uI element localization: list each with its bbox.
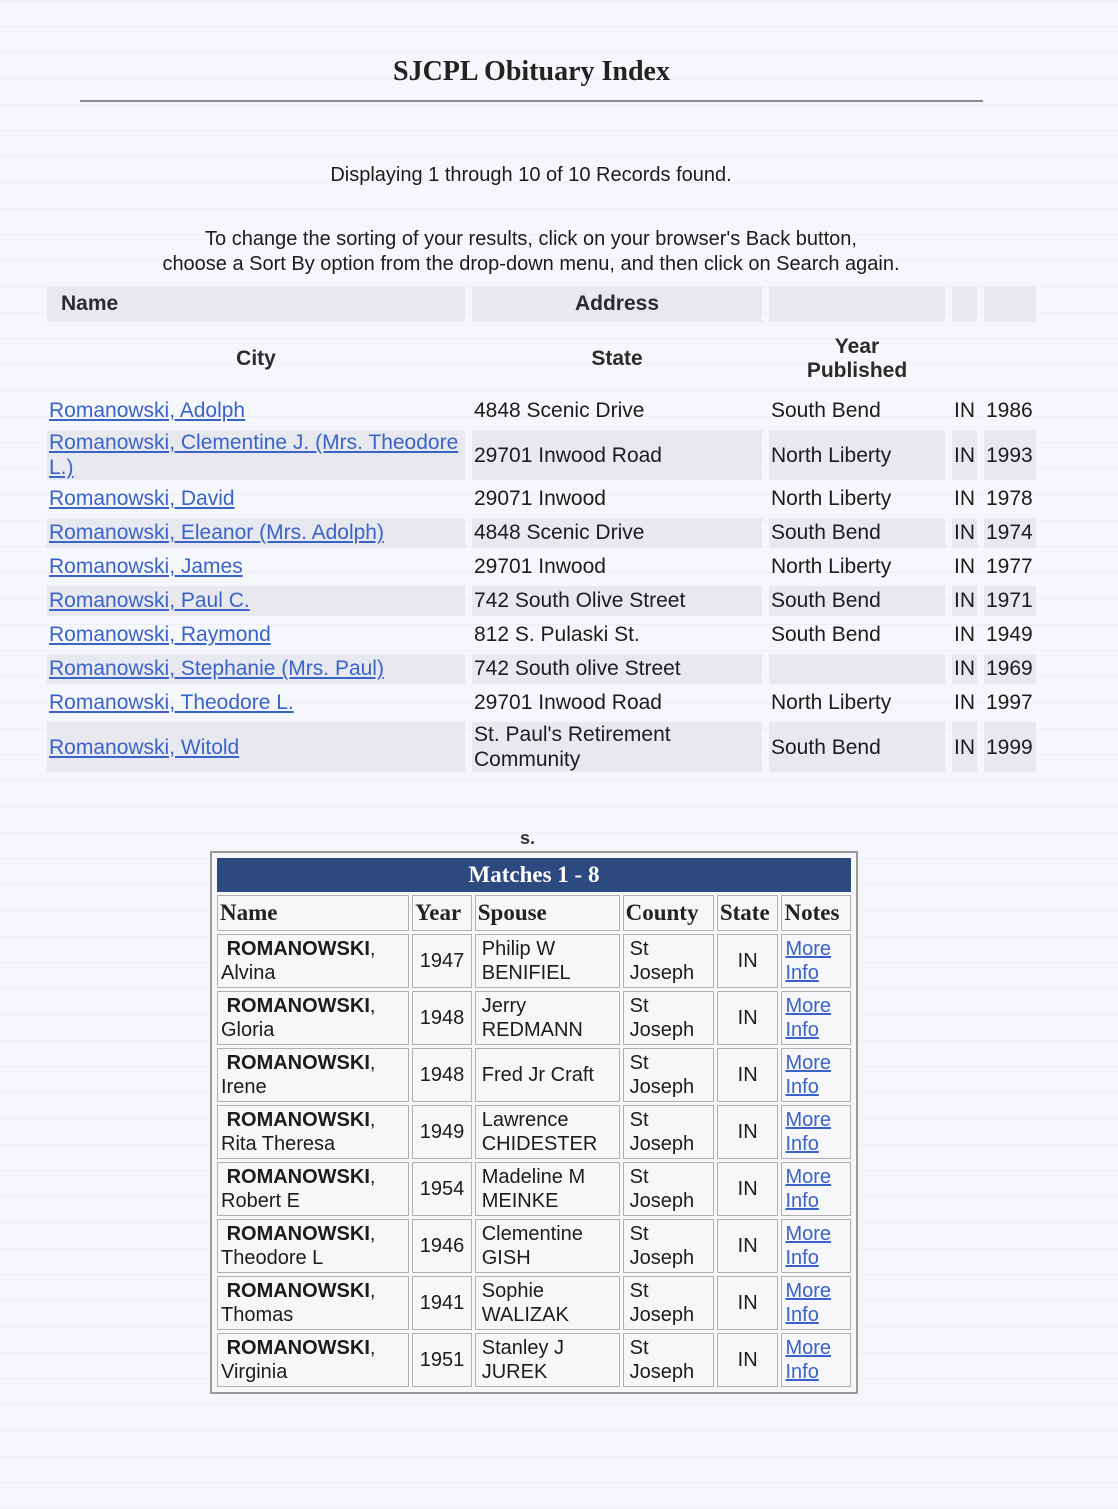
spouse-surname: WALIZAK	[481, 1304, 569, 1326]
given-name: Rita Theresa	[221, 1133, 336, 1155]
city-cell: South Bend	[771, 623, 881, 646]
matches-banner: Matches 1 - 8	[217, 858, 851, 892]
match-year: 1941	[412, 1276, 472, 1330]
state-cell: IN	[952, 518, 977, 548]
county-line2: Joseph	[629, 1133, 695, 1155]
address-cell: 29701 Inwood	[474, 555, 606, 578]
results-summary: Displaying 1 through 10 of 10 Records found.	[330, 164, 732, 186]
obituary-name-link[interactable]: Romanowski, Theodore L.	[49, 691, 294, 714]
spouse-given: Madeline M	[481, 1166, 586, 1188]
table-row	[47, 688, 1036, 718]
state-cell: IN	[954, 399, 975, 422]
match-county-cell	[623, 1162, 714, 1216]
year-cell: 1971	[984, 586, 1036, 616]
obituary-name-link[interactable]: Romanowski, Clementine J. (Mrs. Theodore L.)	[49, 431, 459, 479]
match-notes-cell	[781, 1276, 851, 1330]
match-spouse-cell	[475, 1105, 620, 1159]
given-name: Irene	[221, 1076, 267, 1098]
county-line2: Joseph	[629, 1247, 695, 1269]
match-year: 1946	[412, 1219, 472, 1273]
city-cell: South Bend	[769, 722, 945, 772]
county-line1: St	[629, 1223, 649, 1245]
county-line1: St	[629, 1052, 649, 1074]
match-spouse-cell	[475, 1219, 620, 1273]
match-county-cell	[623, 1219, 714, 1273]
table-row	[47, 654, 1036, 684]
match-row	[217, 1333, 851, 1387]
address-cell: 4848 Scenic Drive	[474, 399, 645, 422]
section-label: s.	[520, 828, 536, 848]
match-notes-cell	[781, 1162, 851, 1216]
year-cell: 1977	[986, 555, 1033, 578]
match-name-cell: ROMANOWSKI, Alvina	[217, 934, 409, 988]
more-info-link[interactable]: More Info	[785, 1280, 832, 1326]
county-line1: St	[629, 1166, 649, 1188]
col-state: State	[717, 895, 779, 931]
year-cell: 1949	[986, 623, 1033, 646]
spouse-given: Sophie	[481, 1280, 545, 1302]
header-year-line1: Year	[834, 335, 880, 358]
match-state: IN	[717, 991, 779, 1045]
table-row	[47, 484, 1036, 514]
state-cell: IN	[952, 654, 977, 684]
state-cell: IN	[954, 487, 975, 510]
table-row	[47, 586, 1036, 616]
match-spouse-cell	[475, 991, 620, 1045]
city-cell: North Liberty	[771, 691, 892, 714]
match-state: IN	[717, 1162, 779, 1216]
header-empty-1	[769, 286, 945, 322]
match-spouse-cell	[475, 1048, 620, 1102]
surname: ROMANOWSKI	[226, 1223, 370, 1245]
county-line1: St	[629, 1109, 649, 1131]
col-name: Name	[217, 895, 409, 931]
surname: ROMANOWSKI	[226, 1166, 370, 1188]
match-year: 1948	[412, 991, 472, 1045]
match-name-cell: ROMANOWSKI, Irene	[217, 1048, 409, 1102]
spouse-surname: GISH	[481, 1247, 531, 1269]
col-year: Year	[412, 895, 472, 931]
given-name: Thomas	[221, 1304, 294, 1326]
match-year: 1954	[412, 1162, 472, 1216]
city-cell: North Liberty	[771, 555, 892, 578]
match-row	[217, 1105, 851, 1159]
year-cell: 1986	[986, 399, 1033, 422]
header-name: Name	[47, 286, 465, 322]
year-cell: 1999	[984, 722, 1036, 772]
match-notes-cell	[781, 1219, 851, 1273]
year-cell: 1969	[984, 654, 1036, 684]
obituary-name-link[interactable]: Romanowski, Eleanor (Mrs. Adolph)	[49, 521, 384, 544]
city-cell: North Liberty	[771, 487, 892, 510]
county-line2: Joseph	[629, 1076, 695, 1098]
state-cell: IN	[952, 586, 977, 616]
col-county: County	[623, 895, 714, 931]
match-state: IN	[717, 1105, 779, 1159]
county-line2: Joseph	[629, 1304, 695, 1326]
header-year-line2: Published	[806, 359, 908, 382]
more-info-link[interactable]: More Info	[785, 1109, 832, 1155]
surname: ROMANOWSKI	[226, 938, 370, 960]
match-spouse-cell	[475, 1333, 620, 1387]
header-state: State	[591, 347, 643, 370]
col-notes: Notes	[781, 895, 851, 931]
table-row	[47, 552, 1036, 582]
match-year: 1949	[412, 1105, 472, 1159]
match-county-cell	[623, 1048, 714, 1102]
header-row-2	[47, 326, 1036, 392]
match-county-cell	[623, 1276, 714, 1330]
address-cell: 812 S. Pulaski St.	[474, 623, 640, 646]
spouse-given: Stanley J	[481, 1337, 564, 1359]
match-spouse-cell	[475, 1162, 620, 1216]
given-name: Gloria	[221, 1019, 275, 1041]
address-cell: 29071 Inwood	[474, 487, 606, 510]
year-cell: 1997	[986, 691, 1033, 714]
page-title: SJCPL Obituary Index	[393, 56, 670, 87]
obituary-name-link[interactable]: Romanowski, Raymond	[49, 623, 271, 646]
more-info-link[interactable]: More Info	[785, 938, 832, 984]
obituary-name-link[interactable]: Romanowski, David	[49, 487, 235, 510]
surname: ROMANOWSKI	[226, 995, 370, 1017]
table-row	[47, 396, 1036, 426]
sort-instructions	[0, 227, 1062, 277]
match-notes-cell	[781, 1105, 851, 1159]
given-name: Alvina	[221, 962, 276, 984]
header-empty-2	[952, 286, 977, 322]
match-state: IN	[717, 1276, 779, 1330]
county-line1: St	[629, 995, 649, 1017]
city-cell	[769, 654, 945, 684]
instructions-line-1: To change the sorting of your results, click on your browser's Back button,	[205, 228, 857, 250]
surname: ROMANOWSKI	[226, 1337, 370, 1359]
header-blank-b	[984, 326, 1036, 392]
match-row	[217, 1219, 851, 1273]
spouse-surname: CHIDESTER	[481, 1133, 598, 1155]
match-name-cell: ROMANOWSKI, Gloria	[217, 991, 409, 1045]
given-name: Robert E	[221, 1190, 300, 1212]
address-cell: St. Paul's Retirement Community	[472, 722, 762, 772]
spouse-given: Fred Jr Craft	[481, 1064, 594, 1086]
more-info-link[interactable]: More Info	[785, 1223, 832, 1269]
city-cell: South Bend	[769, 586, 945, 616]
obituary-name-link[interactable]: Romanowski, Adolph	[49, 399, 246, 422]
header-blank-a	[952, 326, 977, 392]
state-cell: IN	[954, 691, 975, 714]
spouse-surname: BENIFIEL	[481, 962, 571, 984]
header-city: City	[236, 347, 276, 370]
match-row	[217, 1162, 851, 1216]
header-address: Address	[472, 286, 762, 322]
table-row	[47, 620, 1036, 650]
city-cell: South Bend	[769, 518, 945, 548]
match-notes-cell	[781, 1333, 851, 1387]
address-cell: 742 South olive Street	[472, 654, 762, 684]
spouse-surname: JUREK	[481, 1361, 548, 1383]
spouse-given: Philip W	[481, 938, 556, 960]
match-notes-cell	[781, 934, 851, 988]
match-row	[217, 1048, 851, 1102]
county-line2: Joseph	[629, 1019, 695, 1041]
city-cell: North Liberty	[769, 430, 945, 480]
spouse-surname: MEINKE	[481, 1190, 559, 1212]
surname: ROMANOWSKI	[226, 1109, 370, 1131]
given-name: Theodore L	[221, 1247, 324, 1269]
match-year: 1951	[412, 1333, 472, 1387]
match-name-cell: ROMANOWSKI, Theodore L	[217, 1219, 409, 1273]
header-empty-3	[984, 286, 1036, 322]
match-notes-cell	[781, 991, 851, 1045]
obituary-results-table	[40, 282, 1043, 776]
county-line1: St	[629, 938, 649, 960]
match-county-cell	[623, 1333, 714, 1387]
table-row	[47, 722, 1036, 772]
match-year: 1948	[412, 1048, 472, 1102]
spouse-surname: REDMANN	[481, 1019, 583, 1041]
match-notes-cell	[781, 1048, 851, 1102]
more-info-link[interactable]: More Info	[785, 1052, 832, 1098]
match-state: IN	[717, 1219, 779, 1273]
more-info-link[interactable]: More Info	[785, 1166, 832, 1212]
match-name-cell: ROMANOWSKI, Robert E	[217, 1162, 409, 1216]
state-cell: IN	[954, 555, 975, 578]
match-row	[217, 991, 851, 1045]
county-line1: St	[629, 1280, 649, 1302]
matches-table	[214, 855, 854, 1390]
match-county-cell	[623, 1105, 714, 1159]
match-county-cell	[623, 991, 714, 1045]
more-info-link[interactable]: More Info	[785, 995, 832, 1041]
obituary-name-link[interactable]: Romanowski, Paul C.	[49, 589, 250, 612]
match-name-cell: ROMANOWSKI, Rita Theresa	[217, 1105, 409, 1159]
table-row	[47, 430, 1036, 480]
matches-header-row	[217, 895, 851, 931]
match-spouse-cell	[475, 1276, 620, 1330]
address-cell: 742 South Olive Street	[472, 586, 762, 616]
header-year-published	[769, 326, 945, 392]
surname: ROMANOWSKI	[226, 1052, 370, 1074]
match-county-cell	[623, 934, 714, 988]
county-line1: St	[629, 1337, 649, 1359]
match-year: 1947	[412, 934, 472, 988]
obituary-name-link[interactable]: Romanowski, Witold	[49, 735, 240, 759]
county-line2: Joseph	[629, 962, 695, 984]
city-cell: South Bend	[771, 399, 881, 422]
obituary-name-link[interactable]: Romanowski, James	[49, 555, 243, 578]
match-row	[217, 934, 851, 988]
obituary-name-link[interactable]: Romanowski, Stephanie (Mrs. Paul)	[49, 657, 384, 680]
matches-panel	[210, 851, 858, 1394]
match-state: IN	[717, 1333, 779, 1387]
year-cell: 1993	[984, 430, 1036, 480]
county-line2: Joseph	[629, 1190, 695, 1212]
year-cell: 1978	[986, 487, 1033, 510]
surname: ROMANOWSKI	[226, 1280, 370, 1302]
title-divider	[80, 100, 983, 102]
state-cell: IN	[954, 623, 975, 646]
address-cell: 4848 Scenic Drive	[472, 518, 762, 548]
match-name-cell: ROMANOWSKI, Virginia	[217, 1333, 409, 1387]
header-row-1	[47, 286, 1036, 322]
match-row	[217, 1276, 851, 1330]
match-state: IN	[717, 934, 779, 988]
state-cell: IN	[952, 722, 977, 772]
state-cell: IN	[952, 430, 977, 480]
year-cell: 1974	[984, 518, 1036, 548]
spouse-given: Clementine	[481, 1223, 583, 1245]
address-cell: 29701 Inwood Road	[472, 430, 762, 480]
col-spouse: Spouse	[475, 895, 620, 931]
spouse-given: Jerry	[481, 995, 527, 1017]
county-line2: Joseph	[629, 1361, 695, 1383]
match-name-cell: ROMANOWSKI, Thomas	[217, 1276, 409, 1330]
more-info-link[interactable]: More Info	[785, 1337, 832, 1383]
given-name: Virginia	[221, 1361, 288, 1383]
match-spouse-cell	[475, 934, 620, 988]
table-row	[47, 518, 1036, 548]
match-state: IN	[717, 1048, 779, 1102]
address-cell: 29701 Inwood Road	[474, 691, 662, 714]
instructions-line-2: choose a Sort By option from the drop-down menu, and then click on Search again.	[162, 253, 900, 275]
spouse-given: Lawrence	[481, 1109, 569, 1131]
